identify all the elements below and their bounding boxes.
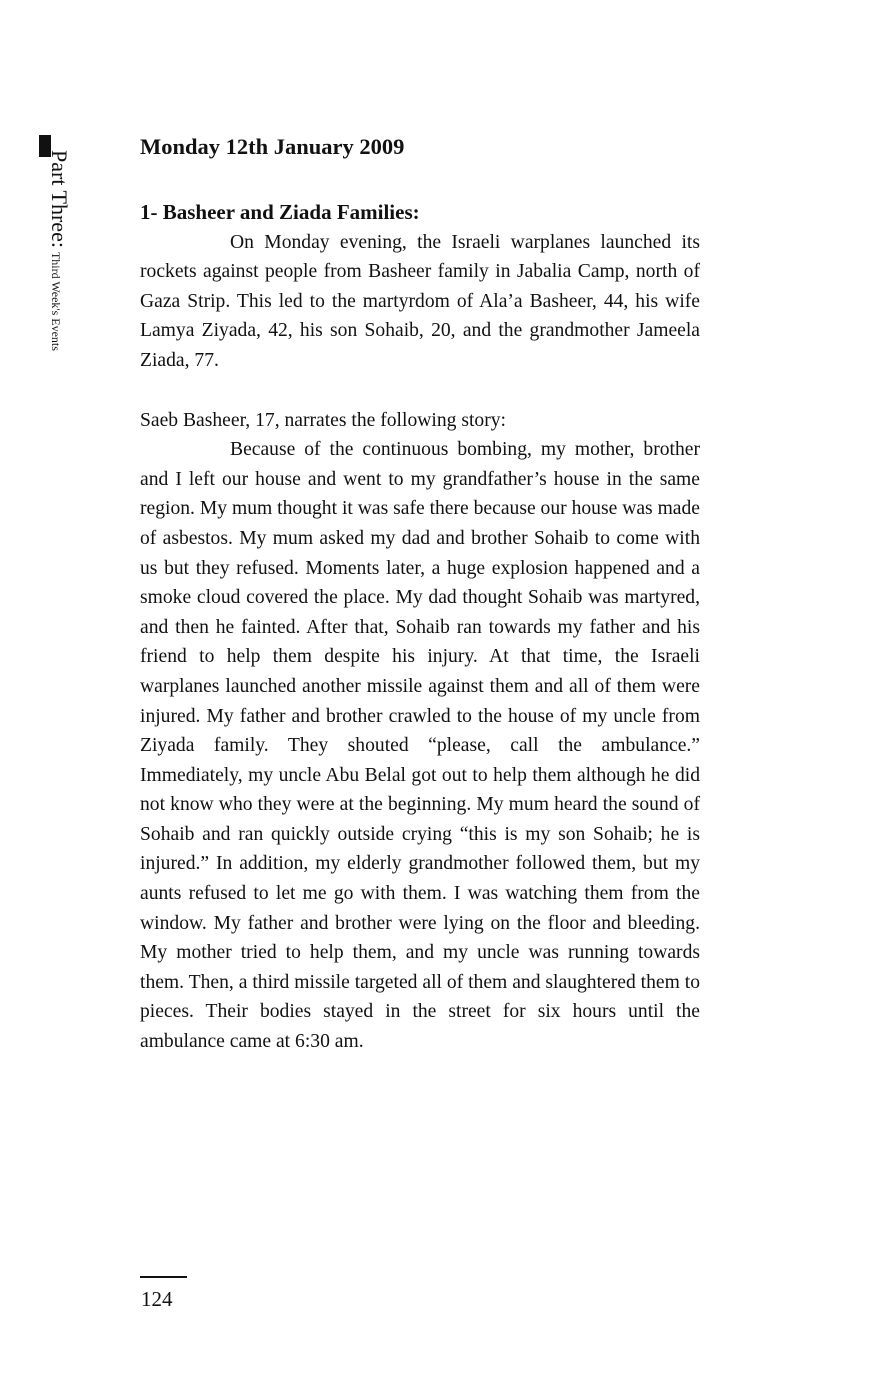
page-number: 124	[141, 1287, 173, 1311]
page-content	[140, 130, 700, 1057]
page-number-rule	[140, 1276, 187, 1278]
story-paragraph: Because of the continuous bombing, my mother, brother and I left our house and went to my grandfather’s house in the same region. My mum thought it was safe there because our house was made of asbestos. My mum asked my dad and brother Sohaib to come with us but they refused. Moments later, a huge explosion happened and a smoke cloud covered the place. My dad thought Sohaib was martyred, and then he fainted. After that, Sohaib ran towards my father and his friend to help them despite his injury. At that time, the Israeli warplanes launched another missile against them and all of them were injured. My father and brother crawled to the house of my uncle from Ziyada family. They shouted “please, call the ambulance.” Immediately, my uncle Abu Belal got out to help them although he did not know who they were at the beginning. My mum heard the sound of Sohaib and ran quickly outside crying “this is my son Sohaib; he is injured.” In addition, my elderly grandmother followed them, but my aunts refused to let me go with them. I was watching them from the window. My father and brother were lying on the floor and bleeding. My mother tried to help them, and my uncle was running towards them. Then, a third missile targeted all of them and slaughtered them to pieces. Their bodies stayed in the street for six hours until the ambulance came at 6:30 am.	[140, 439, 700, 1053]
narrator-line: Saeb Basheer, 17, narrates the following story:	[140, 409, 506, 431]
side-header-subtitle: Third Week's Events	[49, 251, 63, 351]
section-heading: 1- Basheer and Ziada Families:	[140, 200, 420, 224]
running-side-header	[46, 150, 72, 351]
intro-paragraph: On Monday evening, the Israeli warplanes launched its rockets against people from Basheer family in Jabalia Camp, north of Gaza Strip. This led to the martyrdom of Ala’a Basheer, 44, his wife Lamya Ziyada, 42, his son Sohaib, 20, and the grandmother Jameela Ziada, 77.	[140, 231, 700, 371]
date-heading: Monday 12th January 2009	[140, 134, 405, 159]
side-header-part: Part Three:	[47, 150, 72, 248]
